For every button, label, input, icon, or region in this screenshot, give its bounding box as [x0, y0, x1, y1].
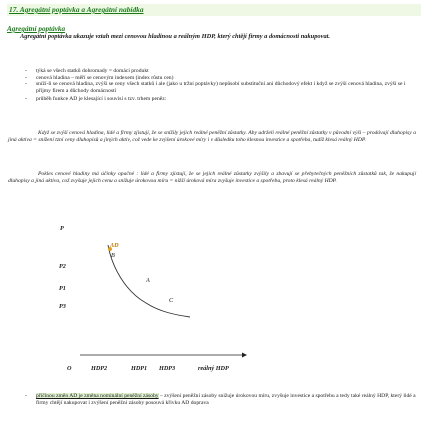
y-tick-p2: P2	[59, 263, 66, 270]
paragraph-price-increase	[8, 130, 416, 143]
x-tick-hdp2: HDP2	[91, 365, 108, 372]
x-axis-label: reálný HDP	[198, 365, 229, 372]
definition: Agregátní poptávka ukazuje vztah mezi cenovou hladinou a reálným HDP, který chtějí firmy a domácnosti nakupovat.	[20, 33, 331, 40]
list-item: - cenová hladina – měří se cenovým indexem (index růstu cen)	[36, 75, 416, 82]
ad-graph	[0, 215, 425, 385]
x-tick-hdp3: HDP3	[159, 365, 176, 372]
x-tick-hdp1: HDP1	[131, 365, 148, 372]
origin-label: O	[67, 365, 72, 372]
list-item	[36, 393, 416, 406]
list-item: - týká se všech statků dohromady = domácí produkt	[36, 68, 416, 75]
bullet-list-money-supply	[36, 393, 416, 406]
ad-graph-svg	[0, 215, 425, 385]
section-heading: Agregátní poptávka	[7, 25, 66, 33]
point-c-label: C	[169, 297, 174, 304]
y-tick-p3: P3	[59, 303, 66, 310]
point-a-label: A	[146, 277, 150, 284]
paragraph-text: Když se zvýší cenová hladina, lidé a firmy zjistují, že se snížily jejich reálné peněžní zůstatky. Aby udrželi reálné peněžní zůstatky v původní výši – prodávají dluhopisy a jiná aktiva = snížení tzní ceny dluhopisů a jiných aktiv, což vede ke zvýšení úrokové míry i v důsledku toho klesnou investice a spotřeba, tudíž klesá reálný HDP.	[8, 130, 416, 143]
y-tick-p1: P1	[59, 285, 66, 292]
y-axis-label: P	[60, 225, 64, 232]
bullet-lead: příčinou změn AD je změna nominální peněžní zásoby	[36, 393, 159, 399]
list-item: - průběh funkce AD je klesající i souvisí s tzv. trhem peněz:	[36, 96, 416, 103]
paragraph-text: Pokles cenové hladiny má účinky opačné : lidé a firmy zjistují, že se jejich reálné zůstatky zvýšily a zbavují se přebytečných peněžních zůstatků tak, že nakupují dluhopisy a jiná aktiva, což zvyšuje jejich cenu a snižuje úrokovou míru = nižší úroková míra zvyšuje investice a spotřebu, proto klesá reálný HDP.	[8, 171, 416, 184]
page-title: 17. Agregátní poptávka a Agregátní nabídka	[7, 4, 421, 16]
list-item: - sníží-li se cenová hladina, zvýší se ceny všech statků i ale (jako u tržní poptávky) nepůsobí substituční ani důchodový efekt i když se zvýší cenová hladina, zvýší se i příjmy firem a důchody domácností	[36, 81, 416, 94]
bullet-rest: – zvýšení peněžní zásoby snižuje úrokovou míru, zvyšuje investice a spotřebu a tedy také reálný HDP, který lidé a firmy chtějí nakupovat i zvýšení peněžní zásoby posouvá křivku AD doprava	[36, 393, 416, 406]
bullet-list	[36, 68, 416, 103]
curve-label-ad: AD	[110, 242, 119, 249]
paragraph-price-decrease	[8, 171, 416, 184]
x-axis-arrow	[242, 353, 247, 358]
point-b-label: B	[111, 252, 115, 259]
